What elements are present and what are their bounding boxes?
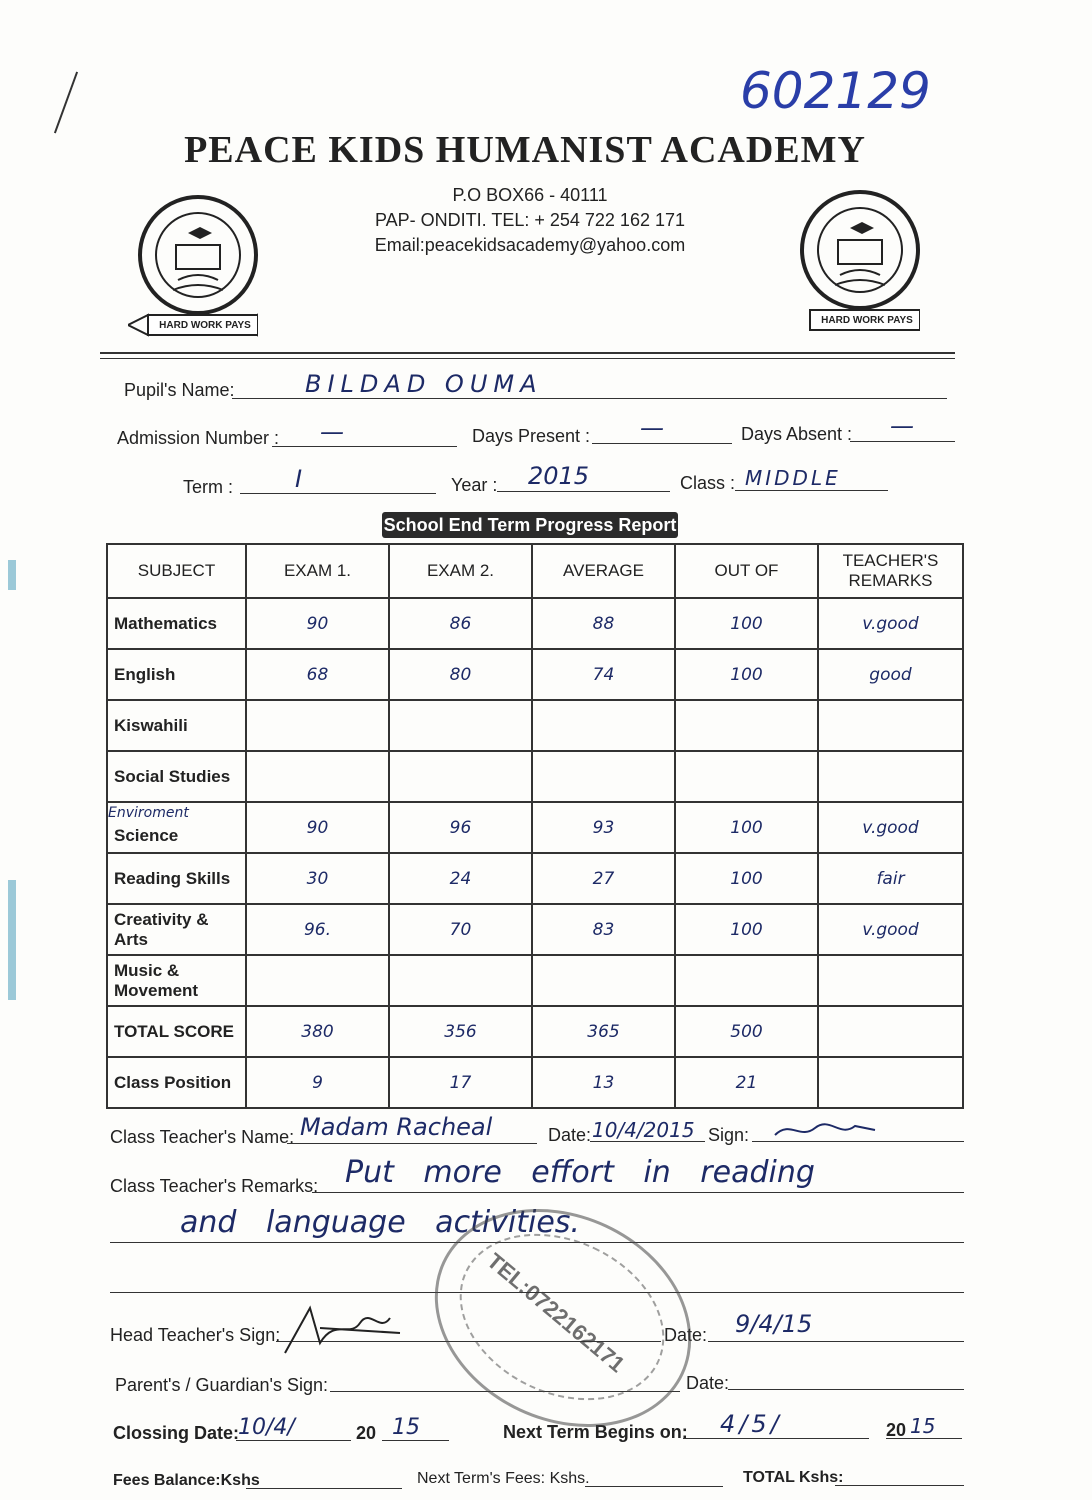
row-exam2: 24 (389, 853, 532, 904)
row-exam1: 90 (246, 598, 389, 649)
days-present-value: — (640, 414, 664, 442)
teacher-name-line (287, 1143, 537, 1144)
row-average: 88 (532, 598, 675, 649)
row-out-of (675, 955, 818, 1006)
row-average: 83 (532, 904, 675, 955)
header-average: AVERAGE (532, 544, 675, 598)
next-term-year-value: 15 (910, 1414, 936, 1438)
logo-motto: HARD WORK PAYS (821, 315, 913, 326)
row-exam2: 96 (389, 802, 532, 853)
row-remarks (818, 1057, 963, 1108)
row-remarks: v.good (818, 802, 963, 853)
row-subject: Music & Movement (107, 955, 246, 1006)
row-average: 13 (532, 1057, 675, 1108)
row-exam1: 90 (246, 802, 389, 853)
row-exam2: 17 (389, 1057, 532, 1108)
total-line (835, 1485, 964, 1486)
school-logo-right (790, 190, 920, 340)
days-present-line (592, 443, 732, 444)
closing-year-value: 15 (392, 1415, 420, 1440)
closing-date-label: Clossing Date: (113, 1423, 240, 1443)
class-remarks-label: Class Teacher's Remarks: (110, 1176, 319, 1196)
days-absent-value: — (890, 412, 914, 440)
table-row (107, 955, 963, 1006)
school-email: Email:peacekidsacademy@yahoo.com (374, 235, 686, 255)
head-sign-label: Head Teacher's Sign: (110, 1325, 281, 1345)
row-exam1: 30 (246, 853, 389, 904)
class-line (735, 490, 888, 491)
row-average (532, 955, 675, 1006)
row-exam2: 70 (389, 904, 532, 955)
next-term-label: Next Term Begins on: (503, 1422, 688, 1442)
pupil-name-value: BILDAD OUMA (305, 370, 543, 398)
row-subject: Class Position (107, 1057, 246, 1108)
year-line (497, 491, 670, 492)
school-address-1: P.O BOX66 - 40111 (452, 185, 608, 205)
school-address-2: PAP- ONDITI. TEL: + 254 722 162 171 (374, 210, 685, 230)
row-out-of (675, 700, 818, 751)
term-label: Term : (183, 477, 234, 497)
class-remarks-line-1: Put more effort in reading (345, 1155, 815, 1190)
header-exam2: EXAM 2. (389, 544, 532, 598)
year-label: Year : (451, 475, 498, 495)
head-teacher-signature (280, 1298, 410, 1358)
row-exam1 (246, 751, 389, 802)
row-subject: Reading Skills (107, 853, 246, 904)
closing-date-value: 10/4/ (238, 1415, 295, 1440)
table-row (107, 700, 963, 751)
days-absent-line (850, 441, 955, 442)
header-exam1: EXAM 1. (246, 544, 389, 598)
row-out-of: 100 (675, 649, 818, 700)
header-out-of: OUT OF (675, 544, 818, 598)
class-value: MIDDLE (745, 466, 841, 490)
pupil-name-line (232, 398, 947, 399)
parent-date-label: Date: (686, 1373, 730, 1393)
row-remarks (818, 1006, 963, 1057)
row-subject: Kiswahili (107, 700, 246, 751)
row-remarks: good (818, 649, 963, 700)
row-remarks: v.good (818, 904, 963, 955)
closing-date-line (236, 1440, 351, 1441)
row-exam2 (389, 751, 532, 802)
teacher-name-label: Class Teacher's Name: (110, 1127, 295, 1147)
report-table (106, 543, 964, 1109)
next-term-value: 4/5/ (720, 1410, 783, 1438)
row-subject: English (107, 649, 246, 700)
teacher-date-value: 10/4/2015 (592, 1118, 695, 1142)
teacher-name-value: Madam Racheal (300, 1113, 493, 1141)
header-remarks: TEACHER'S REMARKS (818, 544, 963, 598)
days-absent-label: Days Absent : (741, 424, 853, 444)
row-out-of (675, 751, 818, 802)
row-average: 93 (532, 802, 675, 853)
row-exam2: 86 (389, 598, 532, 649)
table-row (107, 853, 963, 904)
row-remarks (818, 700, 963, 751)
table-row (107, 649, 963, 700)
row-exam1 (246, 700, 389, 751)
row-exam1 (246, 955, 389, 1006)
fees-balance-label: Fees Balance:Kshs (113, 1472, 260, 1489)
table-row (107, 802, 963, 853)
row-out-of: 500 (675, 1006, 818, 1057)
next-fees-label: Next Term's Fees: Kshs. (417, 1470, 590, 1487)
row-subject: Creativity & Arts (107, 904, 246, 955)
row-average: 365 (532, 1006, 675, 1057)
row-exam1: 96. (246, 904, 389, 955)
row-subject: TOTAL SCORE (107, 1006, 246, 1057)
table-row (107, 904, 963, 955)
pen-mark (54, 72, 78, 134)
stamp-phone: TEL:0722162171 (482, 1248, 630, 1378)
reference-number: 602129 (740, 62, 931, 120)
logo-motto: HARD WORK PAYS (159, 320, 251, 331)
header-divider (100, 352, 955, 354)
row-exam2 (389, 955, 532, 1006)
next-term-year-line (886, 1438, 962, 1439)
class-label: Class : (680, 473, 736, 493)
row-remarks: fair (818, 853, 963, 904)
report-title: School End Term Progress Report (382, 512, 678, 538)
row-average (532, 700, 675, 751)
row-exam2: 80 (389, 649, 532, 700)
row-subject: Mathematics (107, 598, 246, 649)
head-date-value: 9/4/15 (735, 1310, 813, 1338)
row-out-of: 100 (675, 598, 818, 649)
table-row (107, 1057, 963, 1108)
row-out-of: 21 (675, 1057, 818, 1108)
row-remarks (818, 751, 963, 802)
table-row (107, 751, 963, 802)
head-date-label: Date: (664, 1325, 708, 1345)
admission-label: Admission Number : (117, 428, 280, 448)
term-value: I (295, 465, 303, 493)
row-remarks (818, 955, 963, 1006)
row-average: 74 (532, 649, 675, 700)
edge-mark (8, 560, 16, 590)
row-exam1: 68 (246, 649, 389, 700)
next-term-year-prefix: 20 (886, 1420, 907, 1440)
row-subject (107, 802, 246, 853)
row-exam2 (389, 700, 532, 751)
subject-annotation: Enviroment (108, 805, 189, 821)
row-exam1: 9 (246, 1057, 389, 1108)
edge-mark (8, 880, 16, 1000)
fees-balance-line (246, 1488, 402, 1489)
head-date-line (708, 1341, 964, 1342)
days-present-label: Days Present : (472, 426, 591, 446)
row-exam1: 380 (246, 1006, 389, 1057)
row-remarks: v.good (818, 598, 963, 649)
closing-year-line (382, 1440, 449, 1441)
admission-value: — (320, 418, 344, 446)
row-out-of: 100 (675, 853, 818, 904)
year-value: 2015 (528, 462, 590, 490)
table-header-row (107, 544, 963, 598)
row-out-of: 100 (675, 802, 818, 853)
table-row (107, 598, 963, 649)
teacher-date-label: Date: (548, 1125, 592, 1145)
teacher-signature (770, 1120, 880, 1142)
sign-label: Sign: (708, 1125, 750, 1145)
class-remarks-line-2: and language activities. (180, 1205, 580, 1240)
row-subject: Social Studies (107, 751, 246, 802)
closing-year-prefix: 20 (356, 1423, 377, 1443)
next-term-line (683, 1438, 869, 1439)
pupil-name-label: Pupil's Name: (124, 380, 235, 400)
subject-label: Science (114, 825, 179, 845)
row-average (532, 751, 675, 802)
row-average: 27 (532, 853, 675, 904)
next-fees-line (585, 1486, 723, 1487)
remarks-line-1 (312, 1192, 964, 1193)
header-divider (100, 358, 955, 359)
row-out-of: 100 (675, 904, 818, 955)
row-exam2: 356 (389, 1006, 532, 1057)
school-name: PEACE KIDS HUMANIST ACADEMY (184, 129, 866, 171)
total-label: TOTAL Kshs: (743, 1469, 844, 1486)
school-logo-left (128, 195, 258, 345)
admission-line (272, 446, 457, 447)
term-line (240, 493, 436, 494)
table-row (107, 1006, 963, 1057)
header-subject: SUBJECT (107, 544, 246, 598)
parent-sign-label: Parent's / Guardian's Sign: (115, 1375, 328, 1395)
parent-date-line (728, 1389, 964, 1390)
